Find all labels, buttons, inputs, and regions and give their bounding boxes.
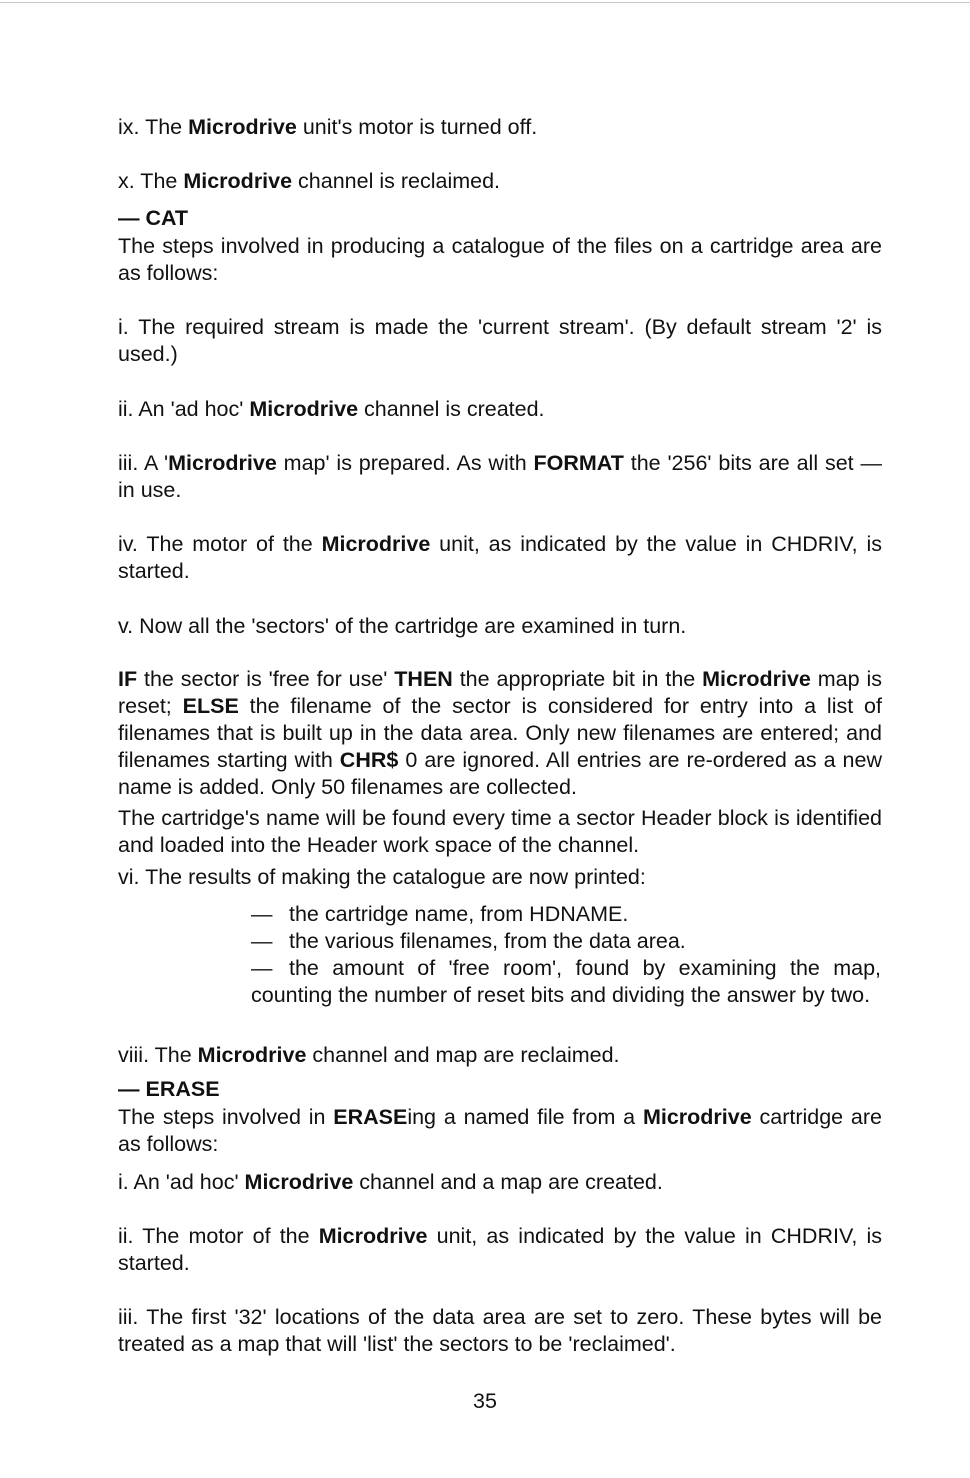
text: map is reset; <box>118 667 882 718</box>
text: the sector is 'free for use' <box>137 667 395 691</box>
heading-erase <box>118 1076 882 1103</box>
keyword: Microdrive <box>188 115 297 139</box>
cat-intro <box>118 233 882 287</box>
keyword: IF <box>118 667 138 691</box>
cat-step-i <box>118 314 882 368</box>
cat-step-viii <box>118 1042 882 1069</box>
step-ix <box>118 114 882 141</box>
text: the appropriate bit in the <box>452 667 703 691</box>
keyword: Microdrive <box>318 1224 428 1248</box>
text: ii. The motor of the <box>118 1224 319 1248</box>
text: unit, as indicated by the value in CHDRIV, is started. <box>118 1224 882 1275</box>
text: ix. The <box>118 115 189 139</box>
dash-marker: — <box>251 929 273 953</box>
cat-step-v <box>118 613 882 640</box>
cat-step-iv <box>118 531 882 585</box>
keyword: CHR$ <box>339 748 399 772</box>
keyword: Microdrive <box>702 667 811 691</box>
text: The steps involved in <box>118 1105 334 1129</box>
text: unit, as indicated by the value in CHDRIV, is started. <box>118 532 883 583</box>
text: viii. The <box>118 1043 198 1067</box>
dash-marker: — <box>251 956 273 980</box>
cat-header-note <box>118 805 882 859</box>
text: ii. An 'ad hoc' <box>118 397 250 421</box>
keyword: THEN <box>394 667 453 691</box>
step-x <box>118 168 882 195</box>
keyword: ERASE <box>333 1105 408 1129</box>
cat-step-ii <box>118 396 882 423</box>
text: cartridge are as follows: <box>118 1105 883 1156</box>
cat-step-iii <box>118 450 882 504</box>
paragraph: vi. The results of making the catalogue are now printed: <box>118 865 646 889</box>
keyword: FORMAT <box>533 451 624 475</box>
text: channel is created. <box>358 397 545 421</box>
heading-cat <box>118 205 882 232</box>
paragraph: v. Now all the 'sectors' of the cartridge are examined in turn. <box>118 614 687 638</box>
text: map' is prepared. As with <box>276 451 534 475</box>
text: iii. A ' <box>118 451 169 475</box>
list-item <box>251 901 881 928</box>
text: channel and map are reclaimed. <box>306 1043 620 1067</box>
dash-marker: — <box>251 902 273 926</box>
text: the '256' bits are all set — in use. <box>118 451 882 502</box>
keyword: Microdrive <box>249 397 359 421</box>
text: iv. The motor of the <box>118 532 322 556</box>
section-heading: — ERASE <box>118 1077 220 1101</box>
keyword: Microdrive <box>197 1043 307 1067</box>
page-number: 35 <box>473 1389 497 1413</box>
text: 0 are ignored. All entries are re-ordered as a new name is added. Only 50 filenames are collected. <box>118 748 882 799</box>
erase-step-iii <box>118 1304 882 1358</box>
printed-results-list <box>251 901 881 1009</box>
text: x. The <box>118 169 184 193</box>
keyword: ELSE <box>182 694 239 718</box>
list-item-text: the amount of 'free room', found by examining the map, counting the number of reset bits and dividing the answer by two. <box>251 956 881 1007</box>
list-item-text: the cartridge name, from HDNAME. <box>289 902 629 926</box>
list-item <box>251 928 881 955</box>
keyword: Microdrive <box>183 169 293 193</box>
text: unit's motor is turned off. <box>296 115 538 139</box>
text: channel and a map are created. <box>353 1170 663 1194</box>
keyword: Microdrive <box>321 532 431 556</box>
text: ing a named file from a <box>407 1105 643 1129</box>
cat-step-vi <box>118 864 882 891</box>
erase-intro <box>118 1104 882 1158</box>
keyword: Microdrive <box>642 1105 752 1129</box>
list-item <box>251 955 881 1009</box>
keyword: Microdrive <box>244 1170 354 1194</box>
keyword: Microdrive <box>168 451 277 475</box>
paragraph: iii. The first '32' locations of the data area are set to zero. These bytes will be treated as a map that will 'list' the sectors to be 'reclaimed'. <box>118 1305 882 1356</box>
text: the filename of the sector is considered for entry into a list of filenames that is built up in the data area. Only new filenames are entered; and filenames starting with <box>118 694 882 772</box>
text: channel is reclaimed. <box>292 169 501 193</box>
paragraph: i. The required stream is made the 'current stream'. (By default stream '2' is used.) <box>118 315 882 366</box>
cat-if-block <box>118 666 882 801</box>
text: i. An 'ad hoc' <box>118 1170 245 1194</box>
erase-step-ii <box>118 1223 882 1277</box>
paragraph: The steps involved in producing a catalogue of the files on a cartridge area are as follows: <box>118 234 882 285</box>
erase-step-i <box>118 1169 882 1196</box>
paragraph: The cartridge's name will be found every time a sector Header block is identified and loaded into the Header work space of the channel. <box>118 806 882 857</box>
list-item-text: the various filenames, from the data area. <box>289 929 686 953</box>
section-heading: — CAT <box>118 206 189 230</box>
top-rule <box>0 2 970 3</box>
